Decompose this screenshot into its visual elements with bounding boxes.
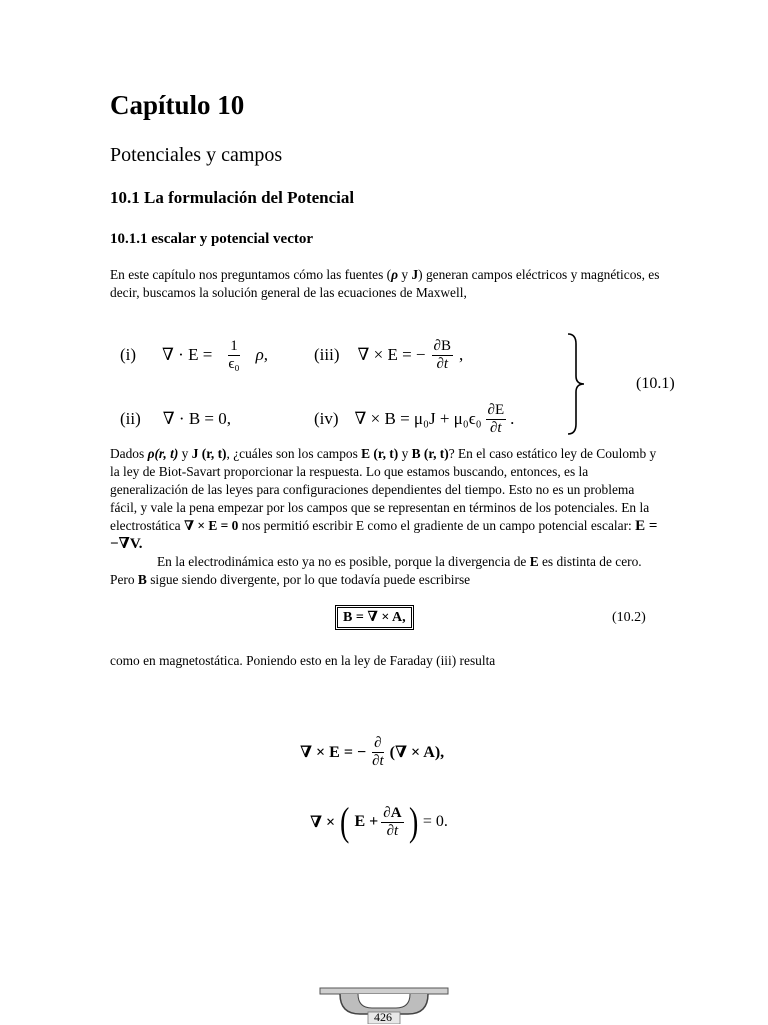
- subsection-title: 10.1 La formulación del Potencial: [110, 188, 355, 207]
- eq-label-i: (i): [120, 345, 137, 364]
- section-title: Potenciales y campos: [110, 144, 283, 166]
- page-number: 426: [374, 1010, 392, 1024]
- subsubsection-title: 10.1.1 escalar y potencial vector: [110, 231, 314, 247]
- eq-faraday-a: ∇ × E = − $\frac{\partial}{\partial t}$ (∇ × A),: [300, 735, 445, 769]
- maxwell-eq-ii: (ii) ∇ · B = 0,: [120, 409, 231, 428]
- eq-10-2: B = ∇ × A,: [337, 609, 412, 626]
- eq-number-10-1: (10.1): [636, 375, 675, 392]
- eq-number-10-2: (10.2): [612, 610, 646, 625]
- paragraph-dados: Dados ρ(r, t) y J (r, t), ¿cuáles son los campos E (r, t) y B (r, t)? En el caso estático ley de Coulomb y la ley de Biot-Savart proporcionar la respuesta. Lo que estamos buscando, entonces, es la generalización de las leyes para configuraciones dependientes del tiempo. Esto no es un problema fácil, y vale la pena empezar por los campos que se representan en términos de los potenciales. En la electrostática ∇ × E = 0 nos permitió escribir E como el gradiente de un campo potencial escalar: E = −∇V.: [110, 446, 658, 552]
- maxwell-eq-iv: (iv) ∇ × B = μ₀J + μ₀ϵ₀ $\frac{\partial E}{\partial t}$ .: [314, 402, 515, 436]
- intro-paragraph: En este capítulo nos preguntamos cómo las fuentes (ρ y J) generan campos eléctricos y magnéticos, es decir, buscamos la solución general de las ecuaciones de Maxwell,: [110, 267, 660, 300]
- chapter-title: Capítulo 10: [110, 90, 245, 120]
- maxwell-eq-i: (i) ∇ · E = $\frac{1}{\text{ϵ₀}}$ ρ,: [120, 338, 269, 372]
- right-brace: [566, 332, 586, 436]
- maxwell-eq-iii: (iii) ∇ × E = − $\frac{\partial B}{\partial t}$ ,: [314, 338, 464, 372]
- eq-label-ii: (ii): [120, 409, 141, 428]
- eq-faraday-b: ∇ × ( E + $\frac{\partial A}{\partial t}$ ) = 0.: [310, 799, 448, 844]
- eq-label-iv: (iv): [314, 409, 339, 428]
- paragraph-electrodinamica: En la electrodinámica esto ya no es posible, porque la divergencia de E es distinta de cero. Pero B sigue siendo divergente, por lo que todavía puede escribirse: [110, 554, 642, 587]
- eq-label-iii: (iii): [314, 345, 340, 364]
- paragraph-faraday: como en magnetostática. Poniendo esto en la ley de Faraday (iii) resulta: [110, 653, 496, 668]
